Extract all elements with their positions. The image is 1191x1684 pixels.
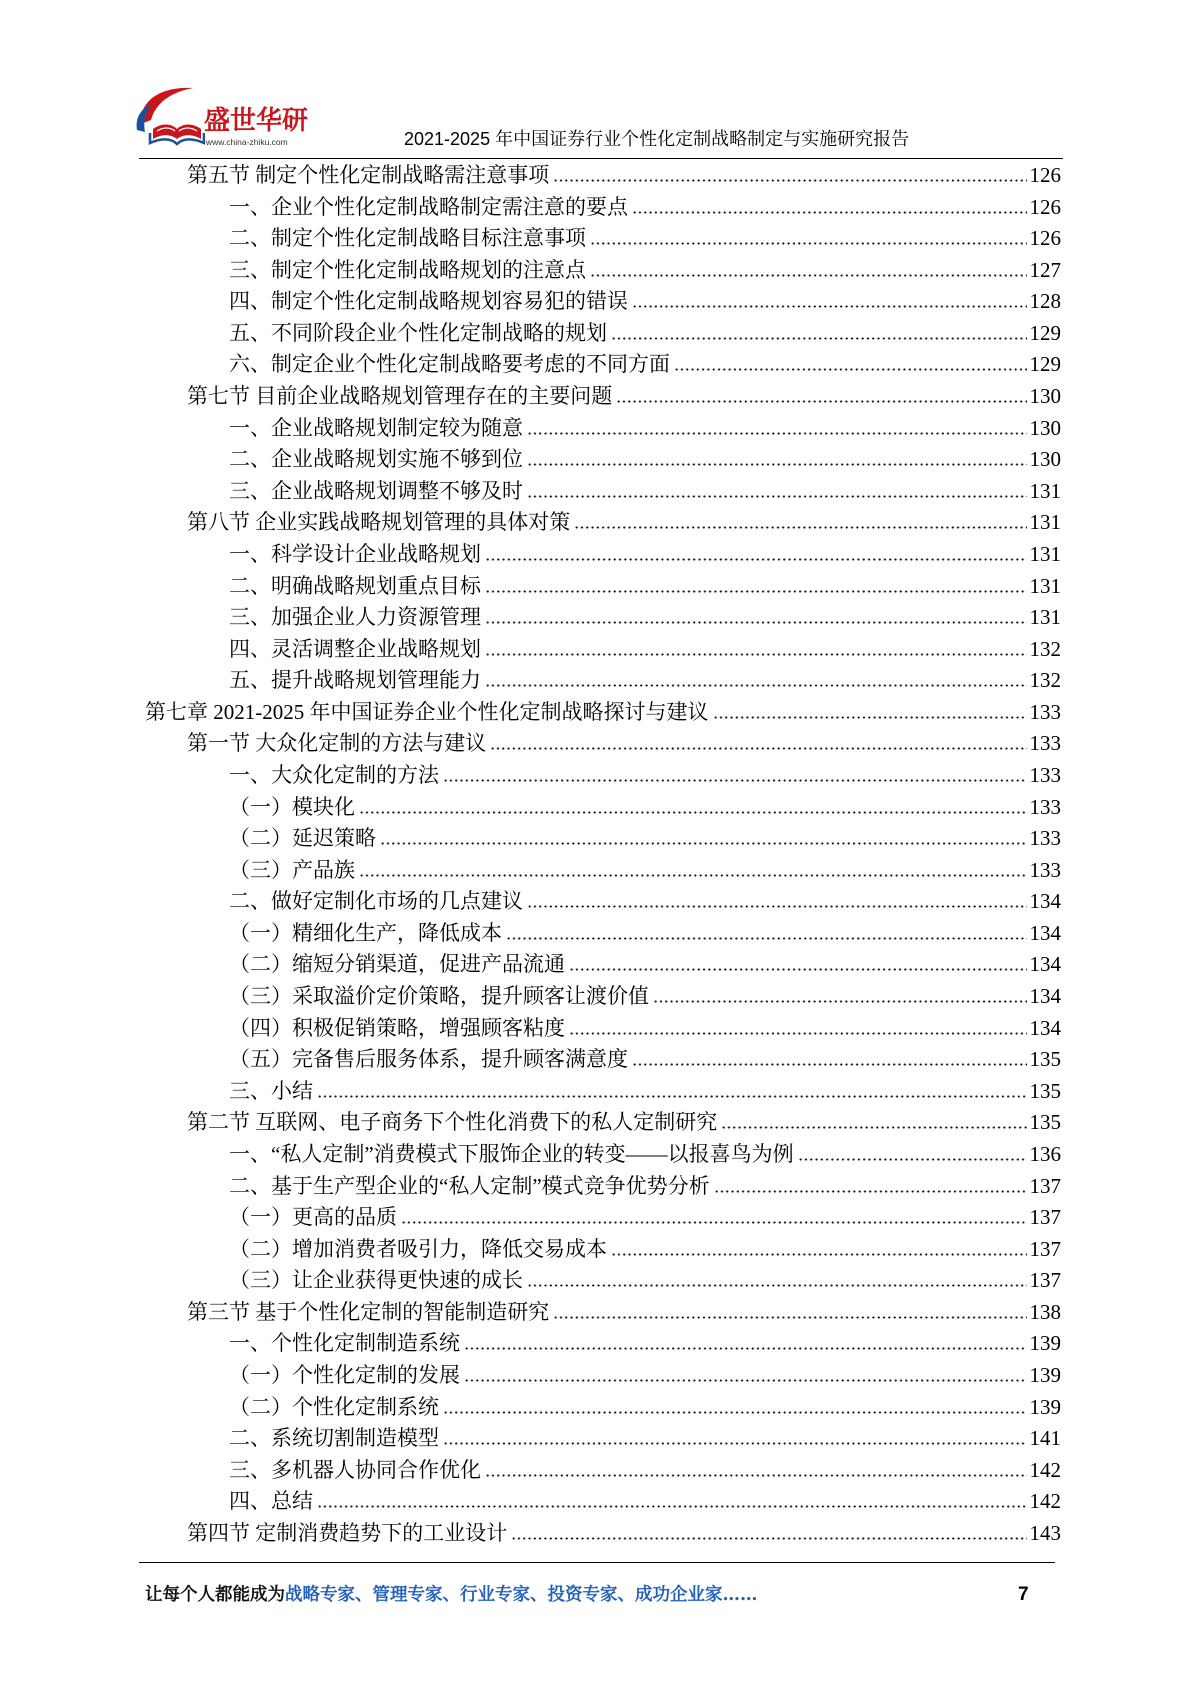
toc-page-number: 129: [1029, 320, 1061, 345]
toc-dot-leader: [553, 1316, 1026, 1319]
toc-dot-leader: [359, 874, 1027, 877]
toc-dot-leader: [632, 305, 1027, 308]
toc-dot-leader: [527, 495, 1027, 498]
toc-dot-leader: [569, 1032, 1027, 1035]
toc-page-number: 129: [1029, 352, 1061, 377]
toc-entry[interactable]: [139, 1423, 1061, 1455]
toc-entry[interactable]: [139, 697, 1061, 729]
toc-dot-leader: [632, 1063, 1027, 1066]
toc-page-number: 142: [1029, 1489, 1061, 1514]
toc-page-number: 134: [1029, 984, 1061, 1009]
toc-entry-title: 五、不同阶段企业个性化定制战略的规划: [229, 320, 607, 345]
toc-page-number: 134: [1029, 920, 1061, 945]
toc-entry[interactable]: [139, 192, 1061, 224]
toc-dot-leader: [616, 400, 1026, 403]
toc-dot-leader: [317, 1505, 1027, 1508]
toc-entry[interactable]: [139, 1139, 1061, 1171]
toc-dot-leader: [527, 463, 1027, 466]
toc-page-number: 128: [1029, 289, 1061, 314]
toc-page-number: 130: [1029, 447, 1061, 472]
toc-entry[interactable]: [139, 1518, 1061, 1550]
toc-dot-leader: [653, 1000, 1027, 1003]
toc-entry[interactable]: [139, 1107, 1061, 1139]
toc-dot-leader: [798, 1158, 1027, 1161]
toc-page-number: 133: [1029, 857, 1061, 882]
toc-entry[interactable]: [139, 823, 1061, 855]
toc-entry-title: （三）让企业获得更快速的成长: [229, 1268, 523, 1293]
toc-entry-title: 第七节 目前企业战略规划管理存在的主要问题: [187, 384, 613, 409]
toc-entry[interactable]: [139, 476, 1061, 508]
toc-page-number: 131: [1029, 510, 1061, 535]
toc-entry-title: 第二节 互联网、电子商务下个性化消费下的私人定制研究: [187, 1110, 718, 1135]
toc-entry-title: 第五节 制定个性化定制战略需注意事项: [187, 163, 550, 187]
toc-page-number: 132: [1029, 668, 1061, 693]
table-of-contents: [139, 160, 1061, 1549]
toc-dot-leader: [506, 937, 1027, 940]
toc-entry-title: （一）精细化生产，降低成本: [229, 920, 502, 945]
toc-dot-leader: [511, 1537, 1026, 1540]
report-title: 2021-2025 年中国证券行业个性化定制战略制定与实施研究报告: [404, 129, 910, 149]
toc-dot-leader: [721, 1126, 1026, 1129]
toc-page-number: 131: [1029, 478, 1061, 503]
toc-entry[interactable]: [139, 1044, 1061, 1076]
toc-page-number: 139: [1029, 1362, 1061, 1387]
toc-page-number: 137: [1029, 1173, 1061, 1198]
toc-entry-title: 第八节 企业实践战略规划管理的具体对策: [187, 510, 571, 535]
toc-entry-title: （一）更高的品质: [229, 1205, 397, 1230]
toc-dot-leader: [485, 1474, 1027, 1477]
toc-entry[interactable]: [139, 1202, 1061, 1234]
toc-entry-title: 五、提升战略规划管理能力: [229, 668, 481, 693]
toc-entry[interactable]: [139, 1328, 1061, 1360]
toc-dot-leader: [443, 779, 1027, 782]
toc-dot-leader: [527, 1284, 1027, 1287]
toc-entry-title: （一）个性化定制的发展: [229, 1362, 460, 1387]
toc-entry[interactable]: [139, 1013, 1061, 1045]
toc-entry-title: 二、做好定制化市场的几点建议: [229, 889, 523, 914]
toc-page-number: 127: [1029, 257, 1061, 282]
toc-dot-leader: [553, 179, 1026, 182]
footer-slogan-prefix: 让每个人都能成为: [145, 1585, 285, 1605]
toc-page-number: 134: [1029, 952, 1061, 977]
toc-entry-title: 二、企业战略规划实施不够到位: [229, 447, 523, 472]
toc-page-number: 143: [1029, 1520, 1061, 1545]
toc-dot-leader: [611, 337, 1027, 340]
toc-entry-title: 四、总结: [229, 1489, 313, 1514]
toc-entry-title: （一）模块化: [229, 794, 355, 819]
toc-entry-title: 第三节 基于个性化定制的智能制造研究: [187, 1299, 550, 1324]
toc-entry-title: 二、制定个性化定制战略目标注意事项: [229, 226, 586, 251]
toc-entry[interactable]: [139, 886, 1061, 918]
toc-entry[interactable]: [139, 855, 1061, 887]
toc-entry[interactable]: [139, 160, 1061, 192]
toc-dot-leader: [485, 653, 1027, 656]
toc-dot-leader: [714, 1190, 1027, 1193]
toc-dot-leader: [380, 842, 1027, 845]
toc-page-number: 133: [1029, 731, 1061, 756]
toc-page-number: 142: [1029, 1457, 1061, 1482]
toc-entry-title: 一、“私人定制”消费模式下服饰企业的转变——以报喜鸟为例: [229, 1141, 794, 1166]
toc-entry[interactable]: [139, 602, 1061, 634]
toc-entry-title: 三、小结: [229, 1078, 313, 1103]
toc-page-number: 138: [1029, 1299, 1061, 1324]
toc-entry-title: 第四节 定制消费趋势下的工业设计: [187, 1520, 508, 1545]
toc-entry-title: （三）采取溢价定价策略，提升顾客让渡价值: [229, 984, 649, 1009]
toc-page-number: 137: [1029, 1205, 1061, 1230]
toc-entry[interactable]: [139, 286, 1061, 318]
toc-page-number: 130: [1029, 384, 1061, 409]
toc-entry[interactable]: [139, 949, 1061, 981]
page-number: 7: [1018, 1584, 1029, 1605]
toc-page-number: 133: [1029, 699, 1061, 724]
toc-entry-title: 三、企业战略规划调整不够及时: [229, 478, 523, 503]
toc-page-number: 126: [1029, 194, 1061, 219]
toc-entry[interactable]: [139, 255, 1061, 287]
toc-entry[interactable]: [139, 539, 1061, 571]
toc-entry[interactable]: [139, 981, 1061, 1013]
toc-page-number: 126: [1029, 226, 1061, 251]
toc-dot-leader: [713, 716, 1027, 719]
toc-page-number: 135: [1029, 1078, 1061, 1103]
toc-dot-leader: [590, 274, 1027, 277]
toc-entry[interactable]: [139, 1171, 1061, 1203]
toc-entry[interactable]: [139, 792, 1061, 824]
toc-entry-title: 二、明确战略规划重点目标: [229, 573, 481, 598]
toc-entry[interactable]: [139, 1076, 1061, 1108]
toc-entry-title: 三、加强企业人力资源管理: [229, 605, 481, 630]
book-logo-icon: [135, 84, 205, 148]
toc-entry[interactable]: [139, 381, 1061, 413]
toc-entry[interactable]: [139, 1234, 1061, 1266]
toc-entry[interactable]: [139, 1392, 1061, 1424]
toc-dot-leader: [674, 368, 1027, 371]
footer-divider: [139, 1562, 1055, 1563]
toc-entry[interactable]: [139, 1265, 1061, 1297]
toc-entry-title: 四、灵活调整企业战略规划: [229, 636, 481, 661]
brand-url: www.china-zhiku.com: [206, 137, 288, 147]
footer-slogan: [145, 1584, 758, 1606]
toc-entry[interactable]: [139, 349, 1061, 381]
toc-dot-leader: [527, 432, 1027, 435]
toc-dot-leader: [485, 590, 1027, 593]
toc-dot-leader: [527, 905, 1027, 908]
toc-entry-title: （二）缩短分销渠道，促进产品流通: [229, 952, 565, 977]
toc-page-number: 135: [1029, 1110, 1061, 1135]
toc-dot-leader: [569, 968, 1027, 971]
toc-dot-leader: [401, 1221, 1027, 1224]
toc-entry[interactable]: [139, 728, 1061, 760]
toc-page-number: 133: [1029, 826, 1061, 851]
toc-entry-title: 三、多机器人协同合作优化: [229, 1457, 481, 1482]
toc-dot-leader: [611, 1253, 1027, 1256]
toc-page-number: 141: [1029, 1426, 1061, 1451]
toc-dot-leader: [490, 747, 1026, 750]
toc-entry-title: 第七章 2021-2025 年中国证券企业个性化定制战略探讨与建议: [145, 699, 709, 724]
toc-page-number: 136: [1029, 1141, 1061, 1166]
toc-page-number: 134: [1029, 889, 1061, 914]
toc-entry-title: 一、大众化定制的方法: [229, 762, 439, 787]
brand-name: 盛世华研: [204, 106, 309, 136]
toc-entry-title: 第一节 大众化定制的方法与建议: [187, 731, 487, 756]
toc-page-number: 126: [1029, 163, 1061, 187]
toc-dot-leader: [464, 1379, 1027, 1382]
toc-entry[interactable]: [139, 665, 1061, 697]
toc-page-number: 132: [1029, 636, 1061, 661]
toc-entry[interactable]: [139, 1360, 1061, 1392]
toc-entry-title: 二、基于生产型企业的“私人定制”模式竞争优势分析: [229, 1173, 710, 1198]
toc-entry-title: 一、企业战略规划制定较为随意: [229, 415, 523, 440]
toc-dot-leader: [443, 1411, 1027, 1414]
toc-page-number: 137: [1029, 1268, 1061, 1293]
toc-entry-title: （二）增加消费者吸引力，降低交易成本: [229, 1236, 607, 1261]
toc-dot-leader: [443, 1442, 1027, 1445]
toc-page-number: 131: [1029, 605, 1061, 630]
toc-entry[interactable]: [139, 223, 1061, 255]
toc-page-number: 131: [1029, 541, 1061, 566]
toc-entry-title: 一、个性化定制制造系统: [229, 1331, 460, 1356]
toc-entry[interactable]: [139, 1455, 1061, 1487]
header-divider: [139, 158, 1063, 159]
toc-dot-leader: [317, 1095, 1027, 1098]
toc-page-number: 130: [1029, 415, 1061, 440]
toc-page-number: 139: [1029, 1394, 1061, 1419]
toc-entry-title: 六、制定企业个性化定制战略要考虑的不同方面: [229, 352, 670, 377]
toc-entry-title: 一、科学设计企业战略规划: [229, 541, 481, 566]
toc-page-number: 134: [1029, 1015, 1061, 1040]
toc-entry-title: （二）延迟策略: [229, 826, 376, 851]
toc-page-number: 133: [1029, 794, 1061, 819]
toc-entry[interactable]: [139, 318, 1061, 350]
toc-dot-leader: [574, 526, 1026, 529]
toc-dot-leader: [485, 684, 1027, 687]
toc-entry[interactable]: [139, 1486, 1061, 1518]
toc-entry-title: 一、企业个性化定制战略制定需注意的要点: [229, 194, 628, 219]
toc-dot-leader: [485, 621, 1027, 624]
toc-entry[interactable]: [139, 571, 1061, 603]
toc-dot-leader: [632, 211, 1027, 214]
toc-entry-title: 四、制定个性化定制战略规划容易犯的错误: [229, 289, 628, 314]
toc-entry[interactable]: [139, 413, 1061, 445]
toc-page-number: 133: [1029, 762, 1061, 787]
toc-entry[interactable]: [139, 760, 1061, 792]
toc-entry-title: 二、系统切割制造模型: [229, 1426, 439, 1451]
toc-dot-leader: [485, 558, 1027, 561]
toc-page-number: 131: [1029, 573, 1061, 598]
toc-dot-leader: [359, 811, 1027, 814]
toc-entry-title: （四）积极促销策略，增强顾客粘度: [229, 1015, 565, 1040]
toc-entry[interactable]: [139, 1297, 1061, 1329]
toc-entry-title: （五）完备售后服务体系，提升顾客满意度: [229, 1047, 628, 1072]
toc-entry-title: （三）产品族: [229, 857, 355, 882]
toc-entry[interactable]: [139, 634, 1061, 666]
toc-dot-leader: [464, 1347, 1027, 1350]
toc-entry-title: 三、制定个性化定制战略规划的注意点: [229, 257, 586, 282]
toc-entry[interactable]: [139, 444, 1061, 476]
toc-entry[interactable]: [139, 507, 1061, 539]
toc-page-number: 137: [1029, 1236, 1061, 1261]
toc-dot-leader: [590, 242, 1027, 245]
toc-page-number: 135: [1029, 1047, 1061, 1072]
toc-entry-title: （二）个性化定制系统: [229, 1394, 439, 1419]
footer-slogan-highlight: 战略专家、管理专家、行业专家、投资专家、成功企业家……: [285, 1585, 758, 1605]
toc-page-number: 139: [1029, 1331, 1061, 1356]
toc-entry[interactable]: [139, 918, 1061, 950]
